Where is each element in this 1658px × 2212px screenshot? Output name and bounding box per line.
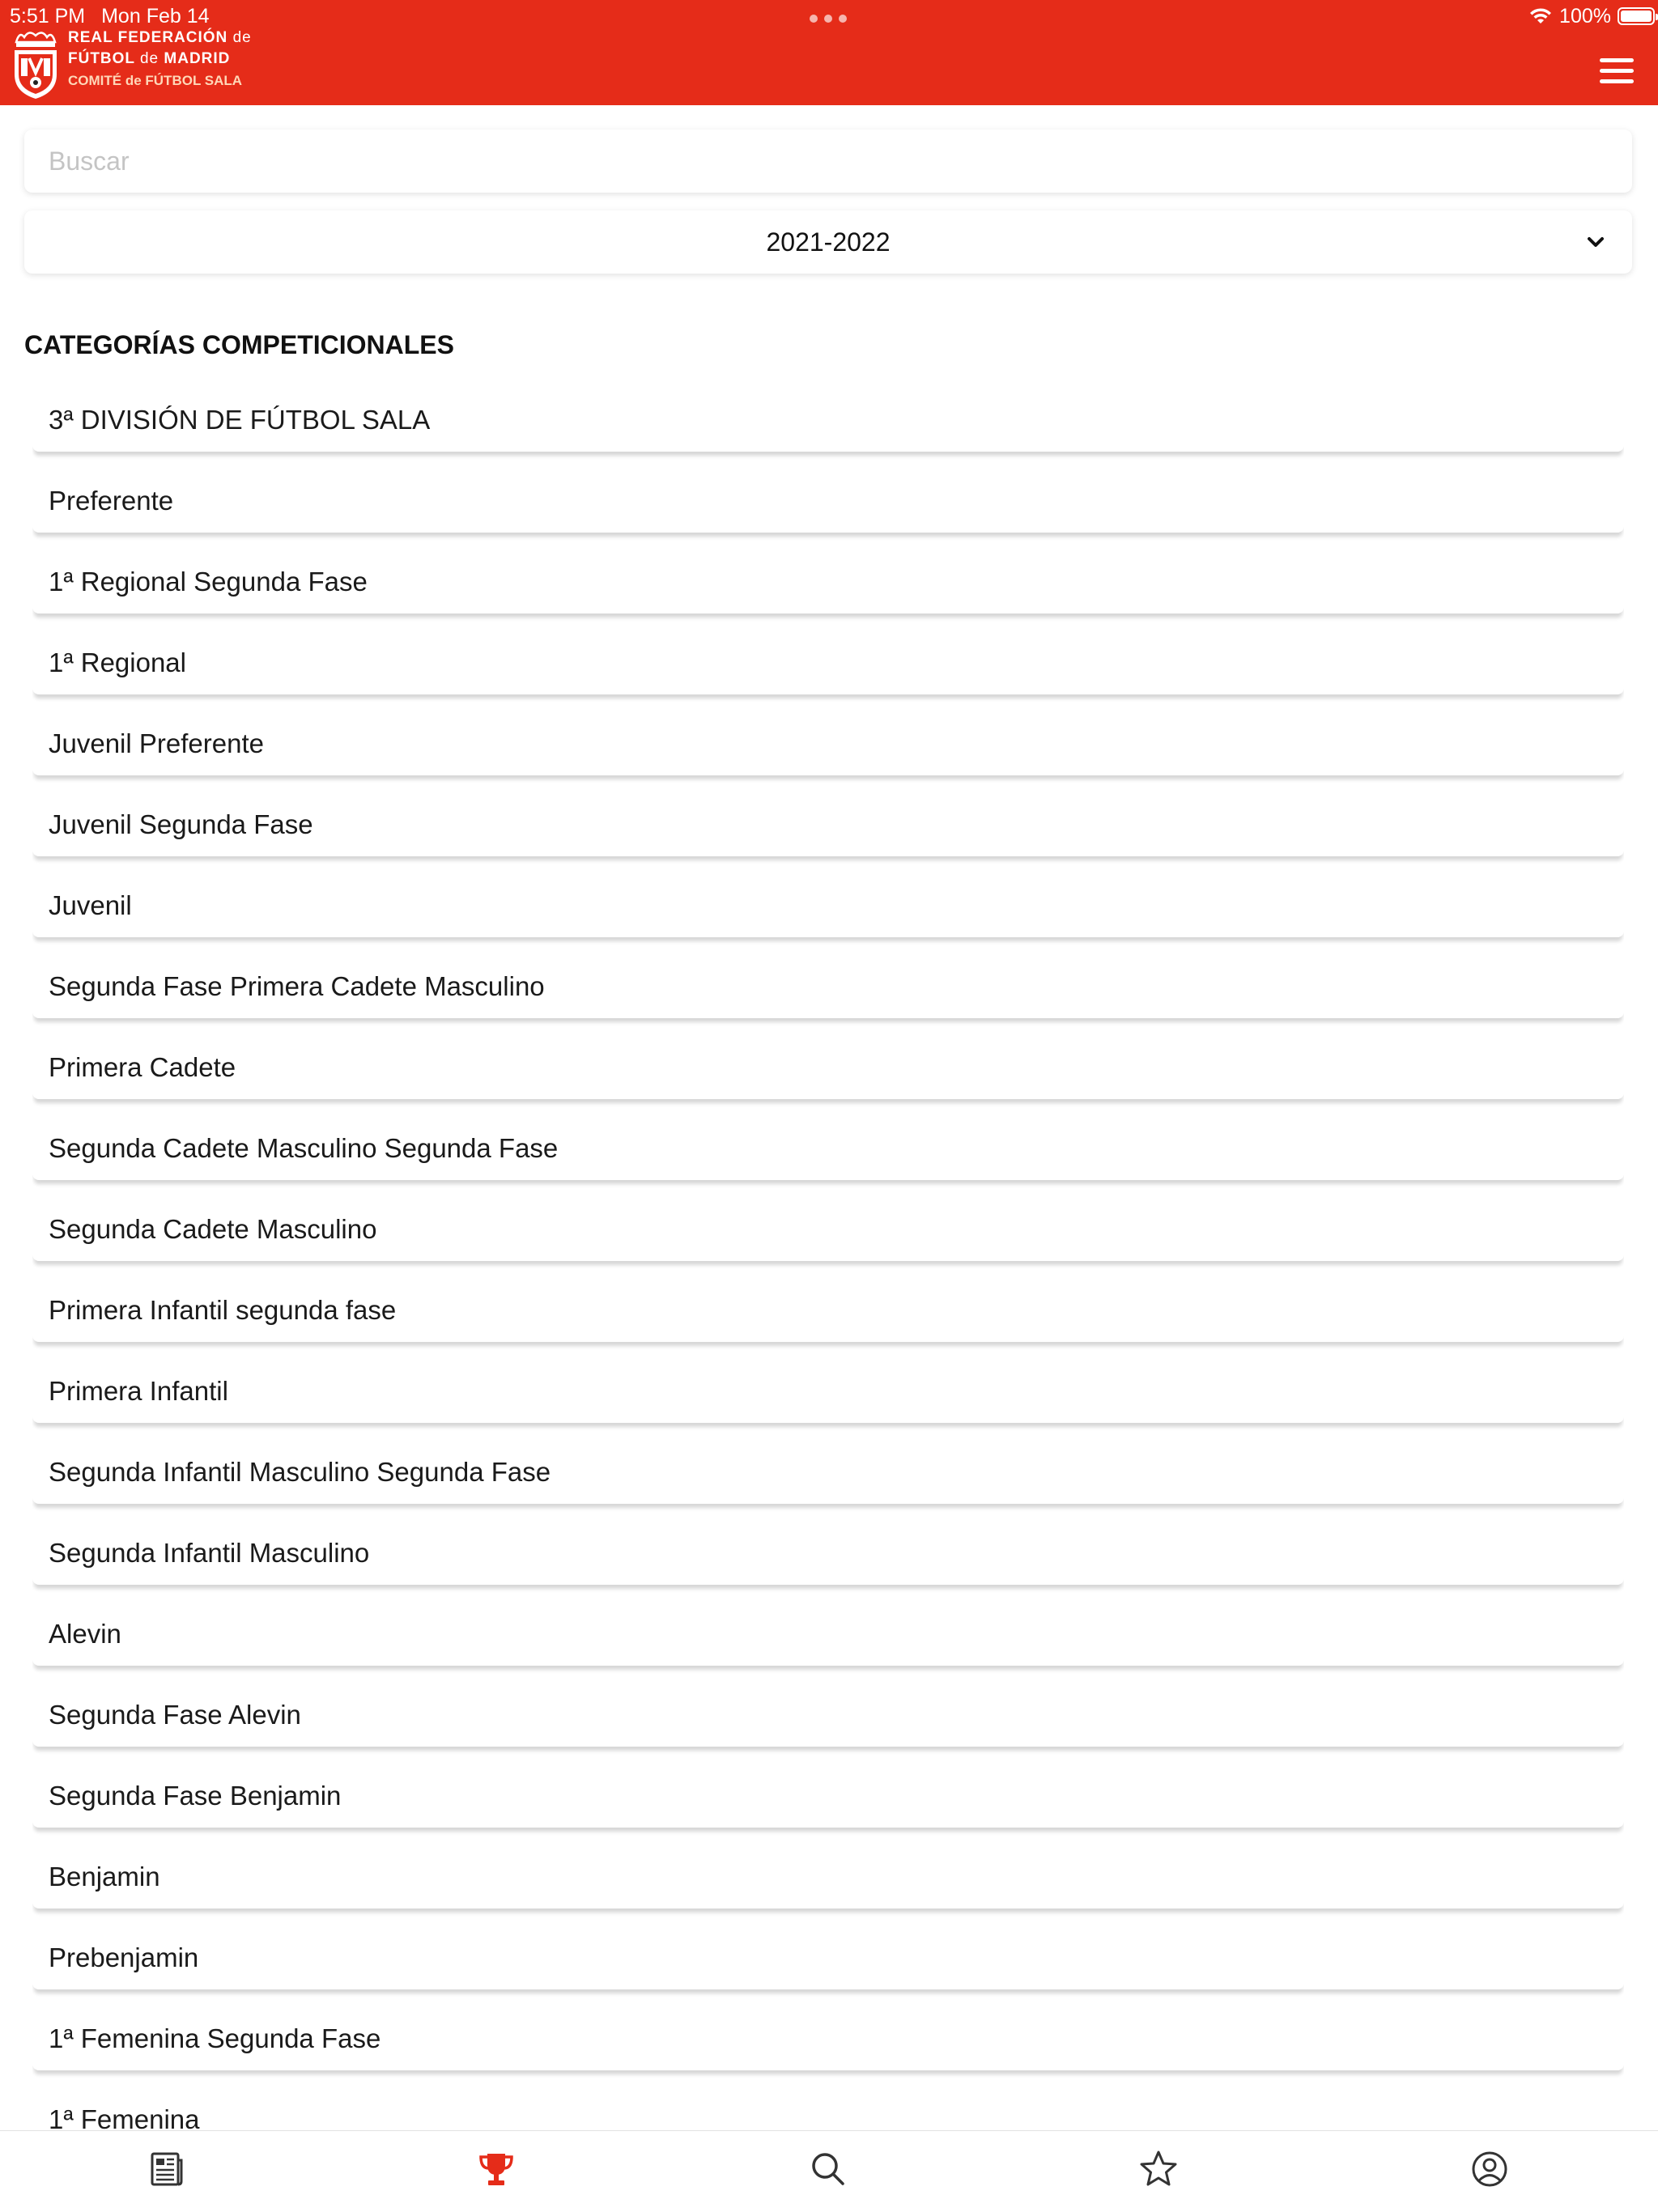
org-name-line2-end: MADRID [164, 50, 231, 67]
star-icon [1138, 2149, 1179, 2189]
org-name-line2-mid: de [139, 50, 159, 67]
tab-favorites[interactable] [1138, 2149, 1179, 2189]
season-selected-value: 2021-2022 [766, 227, 891, 257]
category-item[interactable]: Juvenil Segunda Fase [32, 793, 1624, 856]
category-item[interactable]: Juvenil Preferente [32, 712, 1624, 775]
trophy-icon [476, 2149, 517, 2189]
tab-news[interactable] [146, 2149, 186, 2189]
category-item[interactable]: Segunda Fase Alevin [32, 1683, 1624, 1747]
category-item[interactable]: Juvenil [32, 874, 1624, 937]
category-item[interactable]: Segunda Cadete Masculino [32, 1198, 1624, 1261]
category-item[interactable]: 3ª DIVISIÓN DE FÚTBOL SALA [32, 388, 1624, 452]
category-item[interactable]: Prebenjamin [32, 1926, 1624, 1989]
bottom-tab-bar [0, 2130, 1658, 2212]
category-item[interactable]: Segunda Fase Benjamin [32, 1764, 1624, 1828]
section-title: CATEGORÍAS COMPETICIONALES [24, 330, 454, 359]
federation-crest-logo[interactable] [11, 26, 60, 100]
hamburger-menu-icon[interactable] [1600, 58, 1634, 86]
category-item[interactable]: Segunda Infantil Masculino Segunda Fase [32, 1441, 1624, 1504]
app-header [0, 0, 1658, 105]
category-item[interactable]: Preferente [32, 469, 1624, 533]
org-name-line1-suffix: de [232, 29, 252, 46]
category-item[interactable]: Segunda Cadete Masculino Segunda Fase [32, 1117, 1624, 1180]
category-item[interactable]: Segunda Fase Primera Cadete Masculino [32, 955, 1624, 1018]
committee-name: COMITÉ de FÚTBOL SALA [68, 73, 243, 88]
category-item[interactable]: Primera Infantil [32, 1360, 1624, 1423]
category-item[interactable]: Alevin [32, 1603, 1624, 1666]
season-select[interactable] [24, 210, 1632, 274]
status-time: 5:51 PM [10, 5, 86, 28]
wifi-icon [1528, 7, 1553, 25]
category-item[interactable]: Benjamin [32, 1845, 1624, 1908]
battery-icon [1618, 7, 1655, 25]
category-list [32, 388, 1624, 2130]
category-item[interactable]: Primera Infantil segunda fase [32, 1279, 1624, 1342]
tab-competitions[interactable] [476, 2149, 517, 2189]
battery-percent: 100% [1559, 5, 1611, 28]
chevron-down-icon [1584, 230, 1608, 254]
tab-search[interactable] [808, 2149, 848, 2189]
search-input[interactable] [24, 129, 1632, 193]
status-bar-right [1528, 3, 1655, 29]
profile-icon [1469, 2149, 1510, 2189]
multitasking-dots[interactable] [810, 15, 847, 23]
federation-name [68, 28, 252, 92]
org-name-line2: FÚTBOL [68, 50, 135, 67]
category-item[interactable]: Primera Cadete [32, 1036, 1624, 1099]
category-item[interactable]: Segunda Infantil Masculino [32, 1522, 1624, 1585]
category-item[interactable]: 1ª Regional [32, 631, 1624, 694]
org-name-line1: REAL FEDERACIÓN [68, 29, 228, 46]
status-date: Mon Feb 14 [101, 5, 210, 28]
news-icon [146, 2149, 186, 2189]
search-icon [808, 2149, 848, 2189]
tab-profile[interactable] [1469, 2149, 1510, 2189]
category-item[interactable]: 1ª Regional Segunda Fase [32, 550, 1624, 614]
category-item[interactable]: 1ª Femenina Segunda Fase [32, 2007, 1624, 2070]
category-item[interactable]: 1ª Femenina [32, 2088, 1624, 2130]
